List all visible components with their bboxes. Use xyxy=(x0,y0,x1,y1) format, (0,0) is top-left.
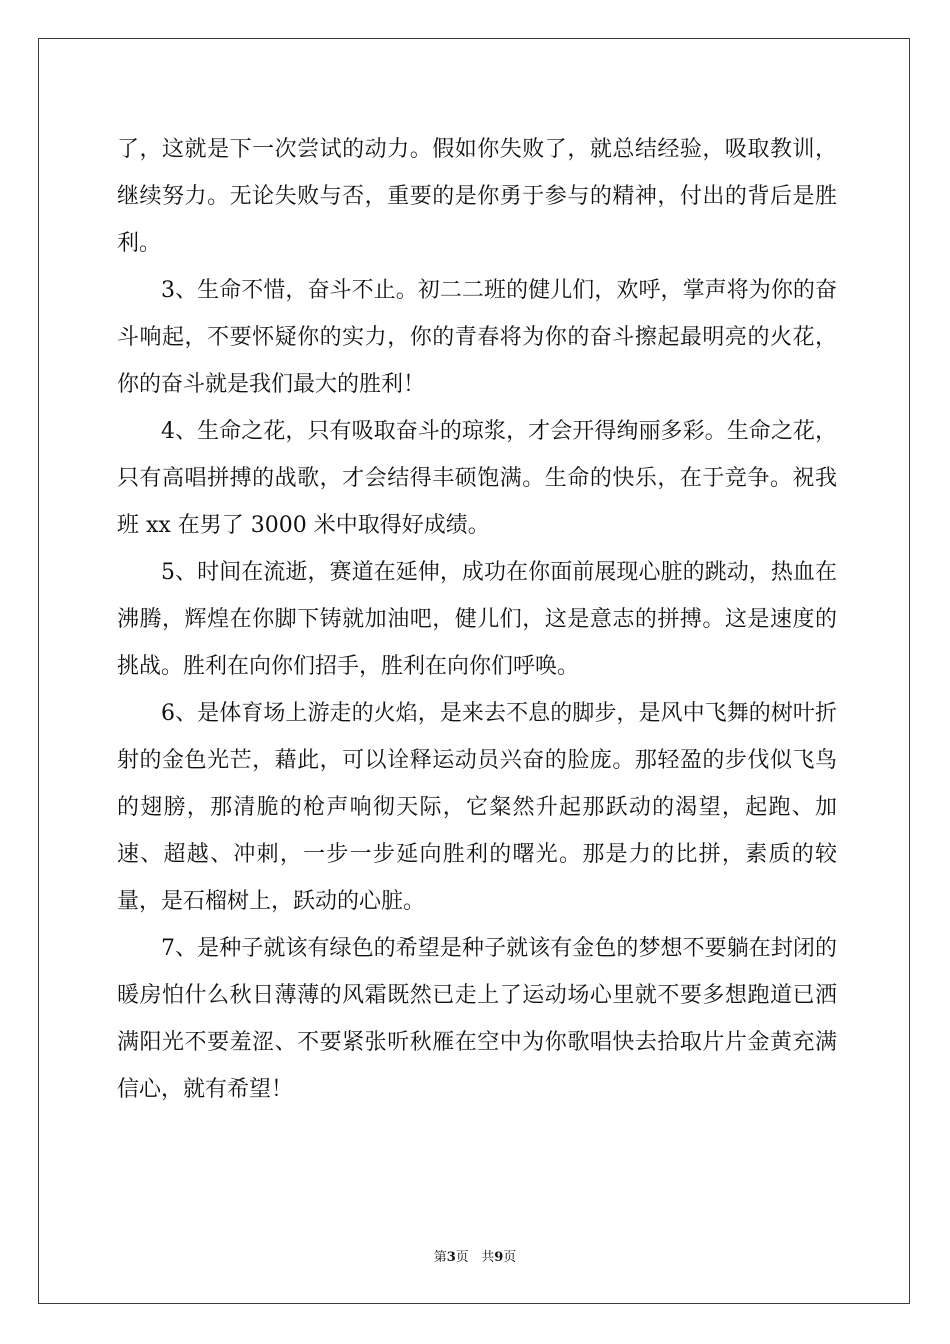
paragraph-item-3: 3、生命不惜，奋斗不止。初二二班的健儿们，欢呼，掌声将为你的奋斗响起，不要怀疑你的实力，你的青春将为你的奋斗擦起最明亮的火花，你的奋斗就是我们最大的胜利！ xyxy=(117,278,837,397)
total-suffix: 页 xyxy=(503,1250,517,1265)
document-body xyxy=(117,126,837,1113)
page-footer xyxy=(0,1248,950,1268)
page-suffix: 页 xyxy=(455,1250,469,1265)
paragraph-item-4: 4、生命之花，只有吸取奋斗的琼浆，才会开得绚丽多彩。生命之花，只有高唱拼搏的战歌，才会结得丰硕饱满。生命的快乐，在于竞争。祝我班 xx 在男了 3000 米中取得好成绩。 xyxy=(117,419,837,538)
paragraph-item-6: 6、是体育场上游走的火焰，是来去不息的脚步，是风中飞舞的树叶折射的金色光芒，藉此，可以诠释运动员兴奋的脸庞。那轻盈的步伐似飞鸟的翅膀，那清脆的枪声响彻天际，它粲然升起那跃动的渴望，起跑、加速、超越、冲刺，一步一步延向胜利的曙光。那是力的比拼，素质的较量，是石榴树上，跃动的心脏。 xyxy=(117,701,837,914)
page-prefix: 第 xyxy=(433,1250,447,1265)
paragraph-item-5: 5、时间在流逝，赛道在延伸，成功在你面前展现心脏的跳动，热血在沸腾，辉煌在你脚下铸就加油吧，健儿们，这是意志的拼搏。这是速度的挑战。胜利在向你们招手，胜利在向你们呼唤。 xyxy=(117,560,837,679)
page-current: 3 xyxy=(446,1250,456,1265)
paragraph-item-7: 7、是种子就该有绿色的希望是种子就该有金色的梦想不要躺在封闭的暖房怕什么秋日薄薄的风霜既然已走上了运动场心里就不要多想跑道已洒满阳光不要羞涩、不要紧张听秋雁在空中为你歌唱快去拾取片片金黄充满信心，就有希望！ xyxy=(117,936,837,1102)
paragraph-continuation: 了，这就是下一次尝试的动力。假如你失败了，就总结经验，吸取教训，继续努力。无论失败与否，重要的是你勇于参与的精神，付出的背后是胜利。 xyxy=(117,137,837,256)
total-prefix: 共 xyxy=(481,1250,495,1265)
page-total: 9 xyxy=(494,1250,504,1265)
